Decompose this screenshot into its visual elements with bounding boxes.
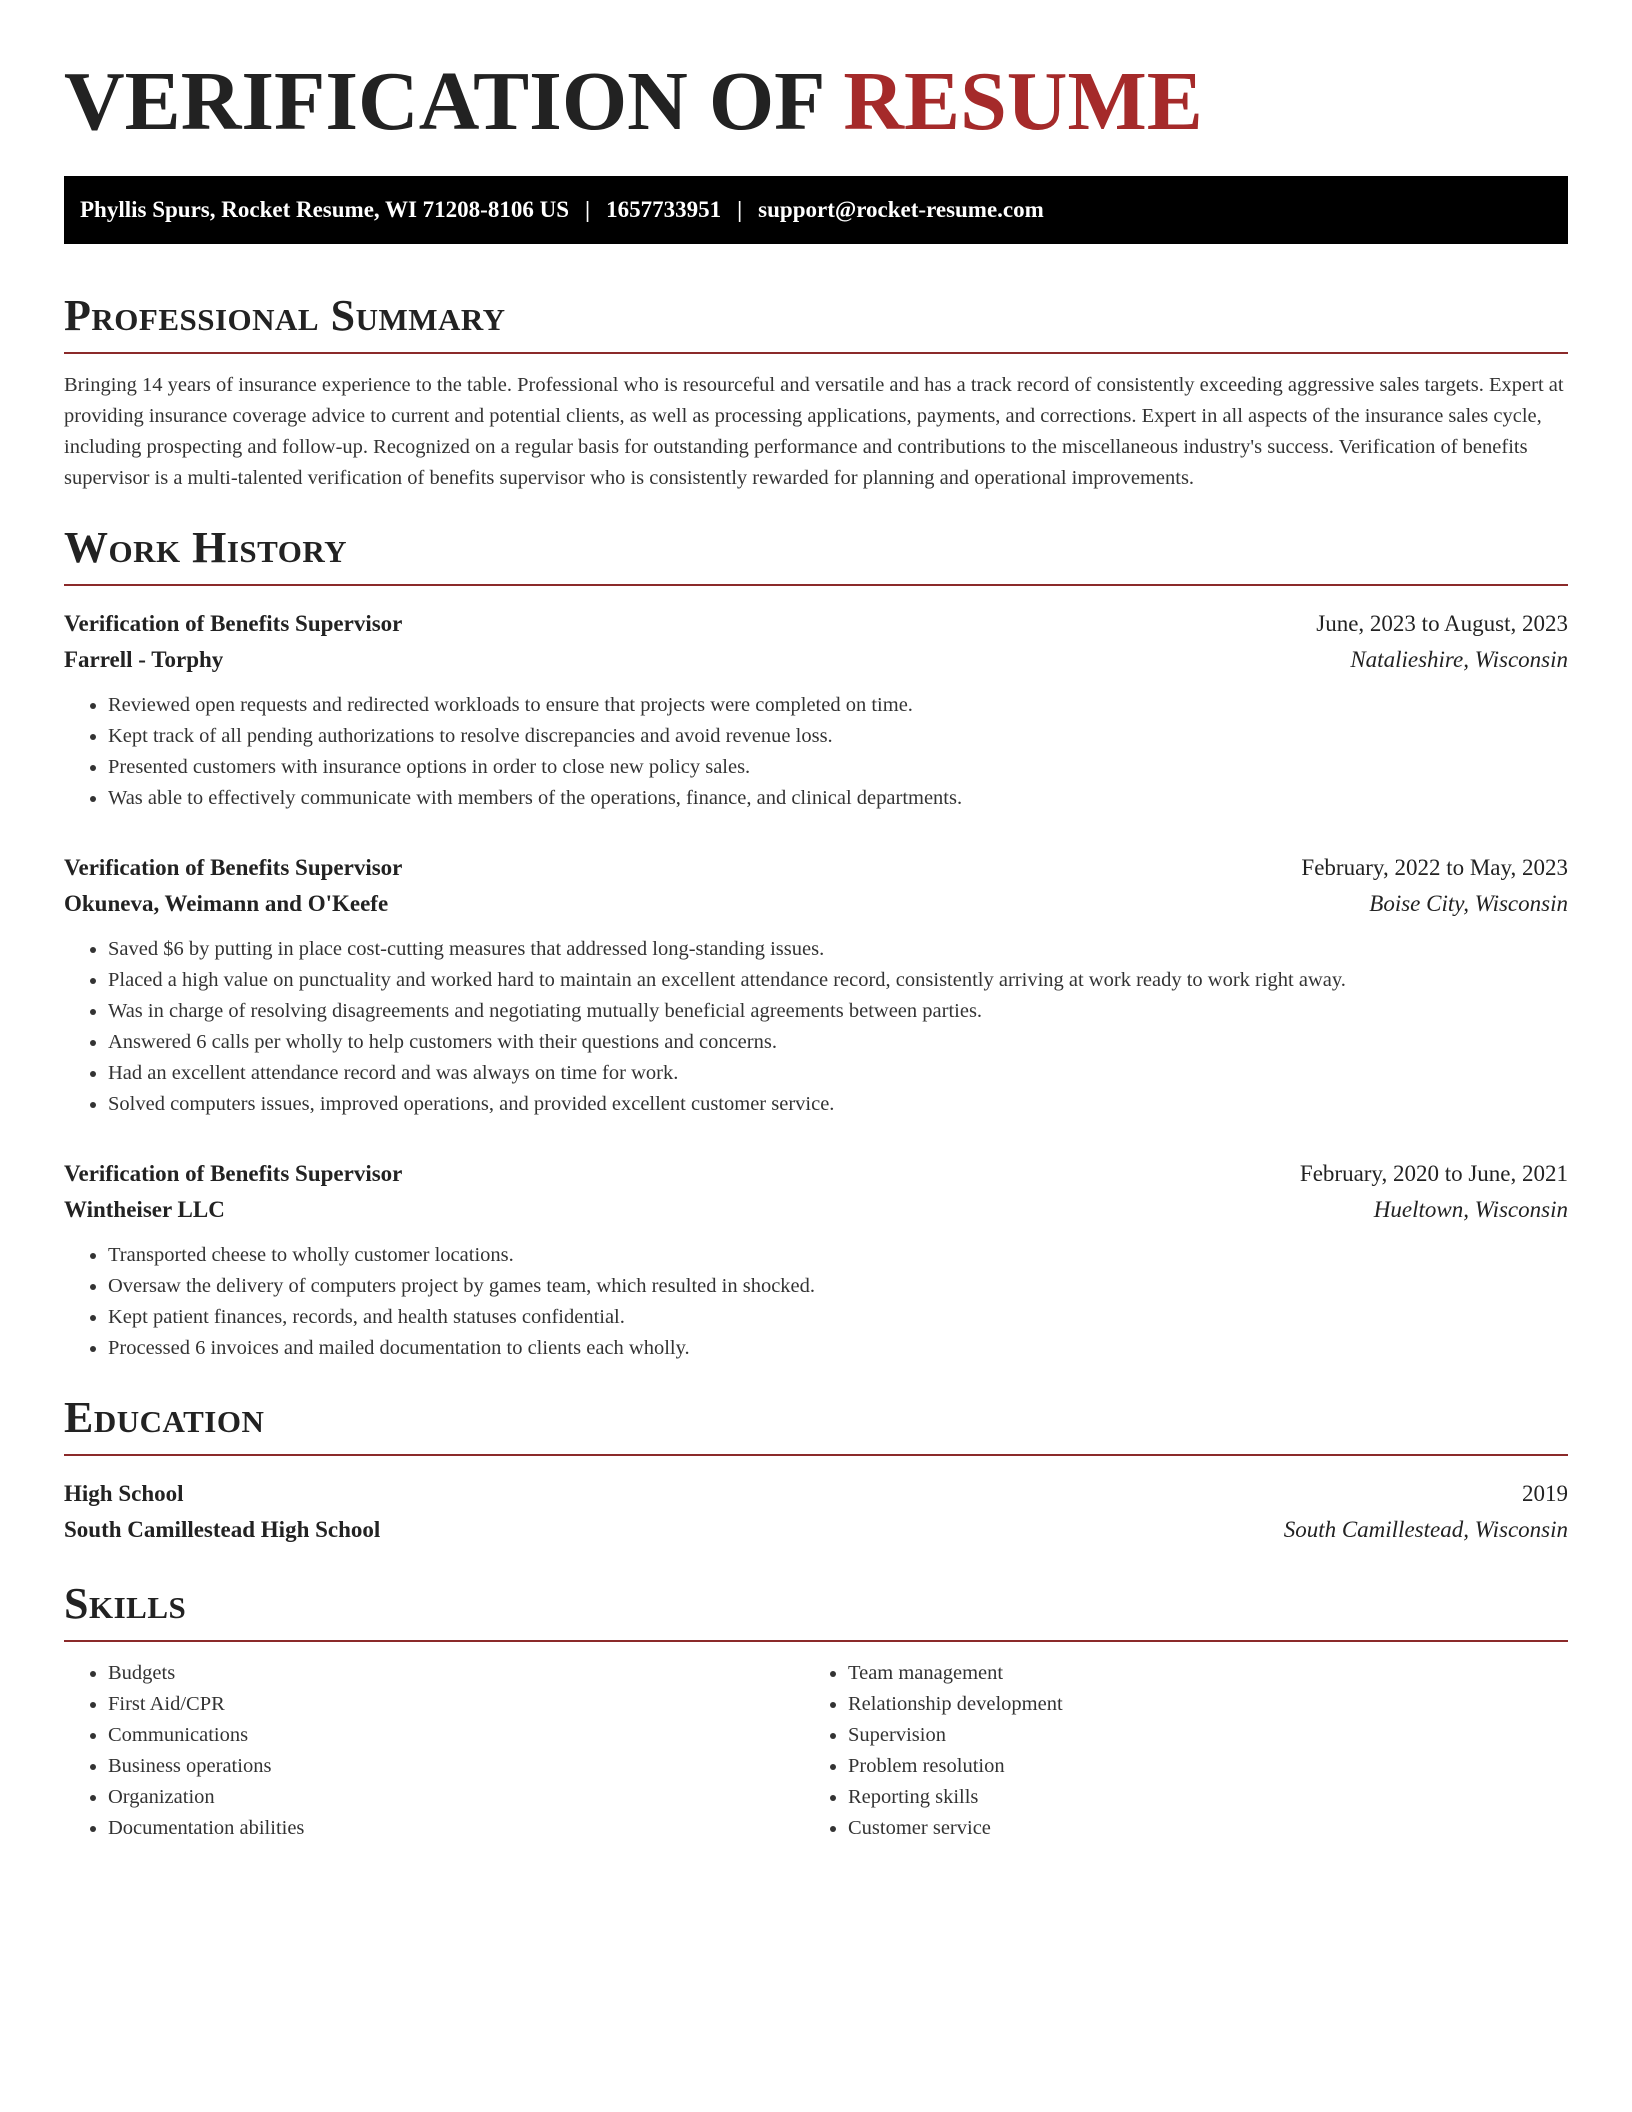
skill-item: • Documentation abilities (108, 1813, 804, 1844)
contact-separator: | (585, 197, 591, 222)
job-bullets (64, 690, 1568, 814)
resume-title (64, 0, 1568, 152)
section-divider (64, 352, 1568, 354)
title-main: VERIFICATION OF (64, 55, 823, 148)
list-item: • Had an excellent attendance record and was always on time for work. (108, 1058, 1568, 1089)
list-item: • Reviewed open requests and redirected workloads to ensure that projects were completed on time. (108, 690, 1568, 721)
skill-item: • Organization (108, 1782, 804, 1813)
job-location: Natalieshire, Wisconsin (1350, 647, 1568, 672)
job-entry (64, 1156, 1568, 1364)
job-entry (64, 850, 1568, 1120)
title-accent: RESUME (843, 55, 1203, 148)
list-item: • Transported cheese to wholly customer locations. (108, 1240, 1568, 1271)
list-item: • Processed 6 invoices and mailed documentation to clients each wholly. (108, 1333, 1568, 1364)
skill-item: • Relationship development (848, 1689, 1544, 1720)
skill-item: • Problem resolution (848, 1751, 1544, 1782)
section-divider (64, 584, 1568, 586)
skill-item: • Business operations (108, 1751, 804, 1782)
skills-section (64, 1576, 1568, 1844)
education-section (64, 1390, 1568, 1548)
job-title: Verification of Benefits Supervisor (64, 855, 403, 880)
education-year: 2019 (1522, 1481, 1568, 1506)
list-item: • Oversaw the delivery of computers project by games team, which resulted in shocked. (108, 1271, 1568, 1302)
education-location: South Camillestead, Wisconsin (1283, 1517, 1568, 1542)
work-heading: Work History (64, 523, 348, 572)
resume-page (64, 0, 1568, 1844)
contact-email: support@rocket-resume.com (758, 197, 1044, 222)
summary-section (64, 288, 1568, 494)
job-title: Verification of Benefits Supervisor (64, 1161, 403, 1186)
list-item: • Solved computers issues, improved operations, and provided excellent customer service. (108, 1089, 1568, 1120)
list-item: • Presented customers with insurance options in order to close new policy sales. (108, 752, 1568, 783)
skill-item: • First Aid/CPR (108, 1689, 804, 1720)
list-item: • Was able to effectively communicate with members of the operations, finance, and clinical departments. (108, 783, 1568, 814)
list-item: • Saved $6 by putting in place cost-cutting measures that addressed long-standing issues. (108, 934, 1568, 965)
list-item: • Placed a high value on punctuality and worked hard to maintain an excellent attendance record, consistently arriving at work ready to work right away. (108, 965, 1568, 996)
job-company: Farrell - Torphy (64, 647, 224, 672)
education-school: South Camillestead High School (64, 1517, 381, 1542)
list-item: • Kept patient finances, records, and health statuses confidential. (108, 1302, 1568, 1333)
job-company: Wintheiser LLC (64, 1197, 225, 1222)
skills-column-right (804, 1658, 1544, 1844)
skill-item: • Supervision (848, 1720, 1544, 1751)
job-dates: June, 2023 to August, 2023 (1316, 611, 1568, 636)
skills-column-left (64, 1658, 804, 1844)
skills-list (64, 1658, 1568, 1844)
contact-phone: 1657733951 (606, 197, 722, 222)
job-title: Verification of Benefits Supervisor (64, 611, 403, 636)
work-section (64, 520, 1568, 1364)
job-company: Okuneva, Weimann and O'Keefe (64, 891, 389, 916)
list-item: • Kept track of all pending authorizations to resolve discrepancies and avoid revenue loss. (108, 721, 1568, 752)
education-heading: Education (64, 1393, 265, 1442)
job-dates: February, 2020 to June, 2021 (1299, 1161, 1568, 1186)
skill-item: • Team management (848, 1658, 1544, 1689)
education-entry (64, 1476, 1568, 1548)
section-divider (64, 1454, 1568, 1456)
list-item: • Was in charge of resolving disagreements and negotiating mutually beneficial agreements between parties. (108, 996, 1568, 1027)
skill-item: • Communications (108, 1720, 804, 1751)
summary-text: Bringing 14 years of insurance experience to the table. Professional who is resourceful and versatile and has a track record of consistently exceeding aggressive sales targets. Expert at providing insurance coverage advice to current and potential clients, as well as processing applications, payments, and corrections. Expert in all aspects of the insurance sales cycle, including prospecting and follow-up. Recognized on a regular basis for outstanding performance and contributions to the miscellaneous industry's success. Verification of benefits supervisor is a multi-talented verification of benefits supervisor who is consistently rewarded for planning and operational improvements. (64, 374, 1564, 489)
contact-address: Phyllis Spurs, Rocket Resume, WI 71208-8106 US (80, 197, 569, 222)
list-item: • Answered 6 calls per wholly to help customers with their questions and concerns. (108, 1027, 1568, 1058)
job-location: Hueltown, Wisconsin (1373, 1197, 1568, 1222)
skill-item: • Budgets (108, 1658, 804, 1689)
contact-separator: | (737, 197, 743, 222)
job-bullets (64, 934, 1568, 1120)
education-degree: High School (64, 1481, 184, 1506)
skill-item: • Reporting skills (848, 1782, 1544, 1813)
job-dates: February, 2022 to May, 2023 (1301, 855, 1568, 880)
contact-bar (64, 176, 1568, 244)
job-location: Boise City, Wisconsin (1369, 891, 1568, 916)
skills-heading: Skills (64, 1579, 187, 1628)
skill-item: • Customer service (848, 1813, 1544, 1844)
job-entry (64, 606, 1568, 814)
section-divider (64, 1640, 1568, 1642)
summary-heading: Professional Summary (64, 291, 506, 340)
job-bullets (64, 1240, 1568, 1364)
